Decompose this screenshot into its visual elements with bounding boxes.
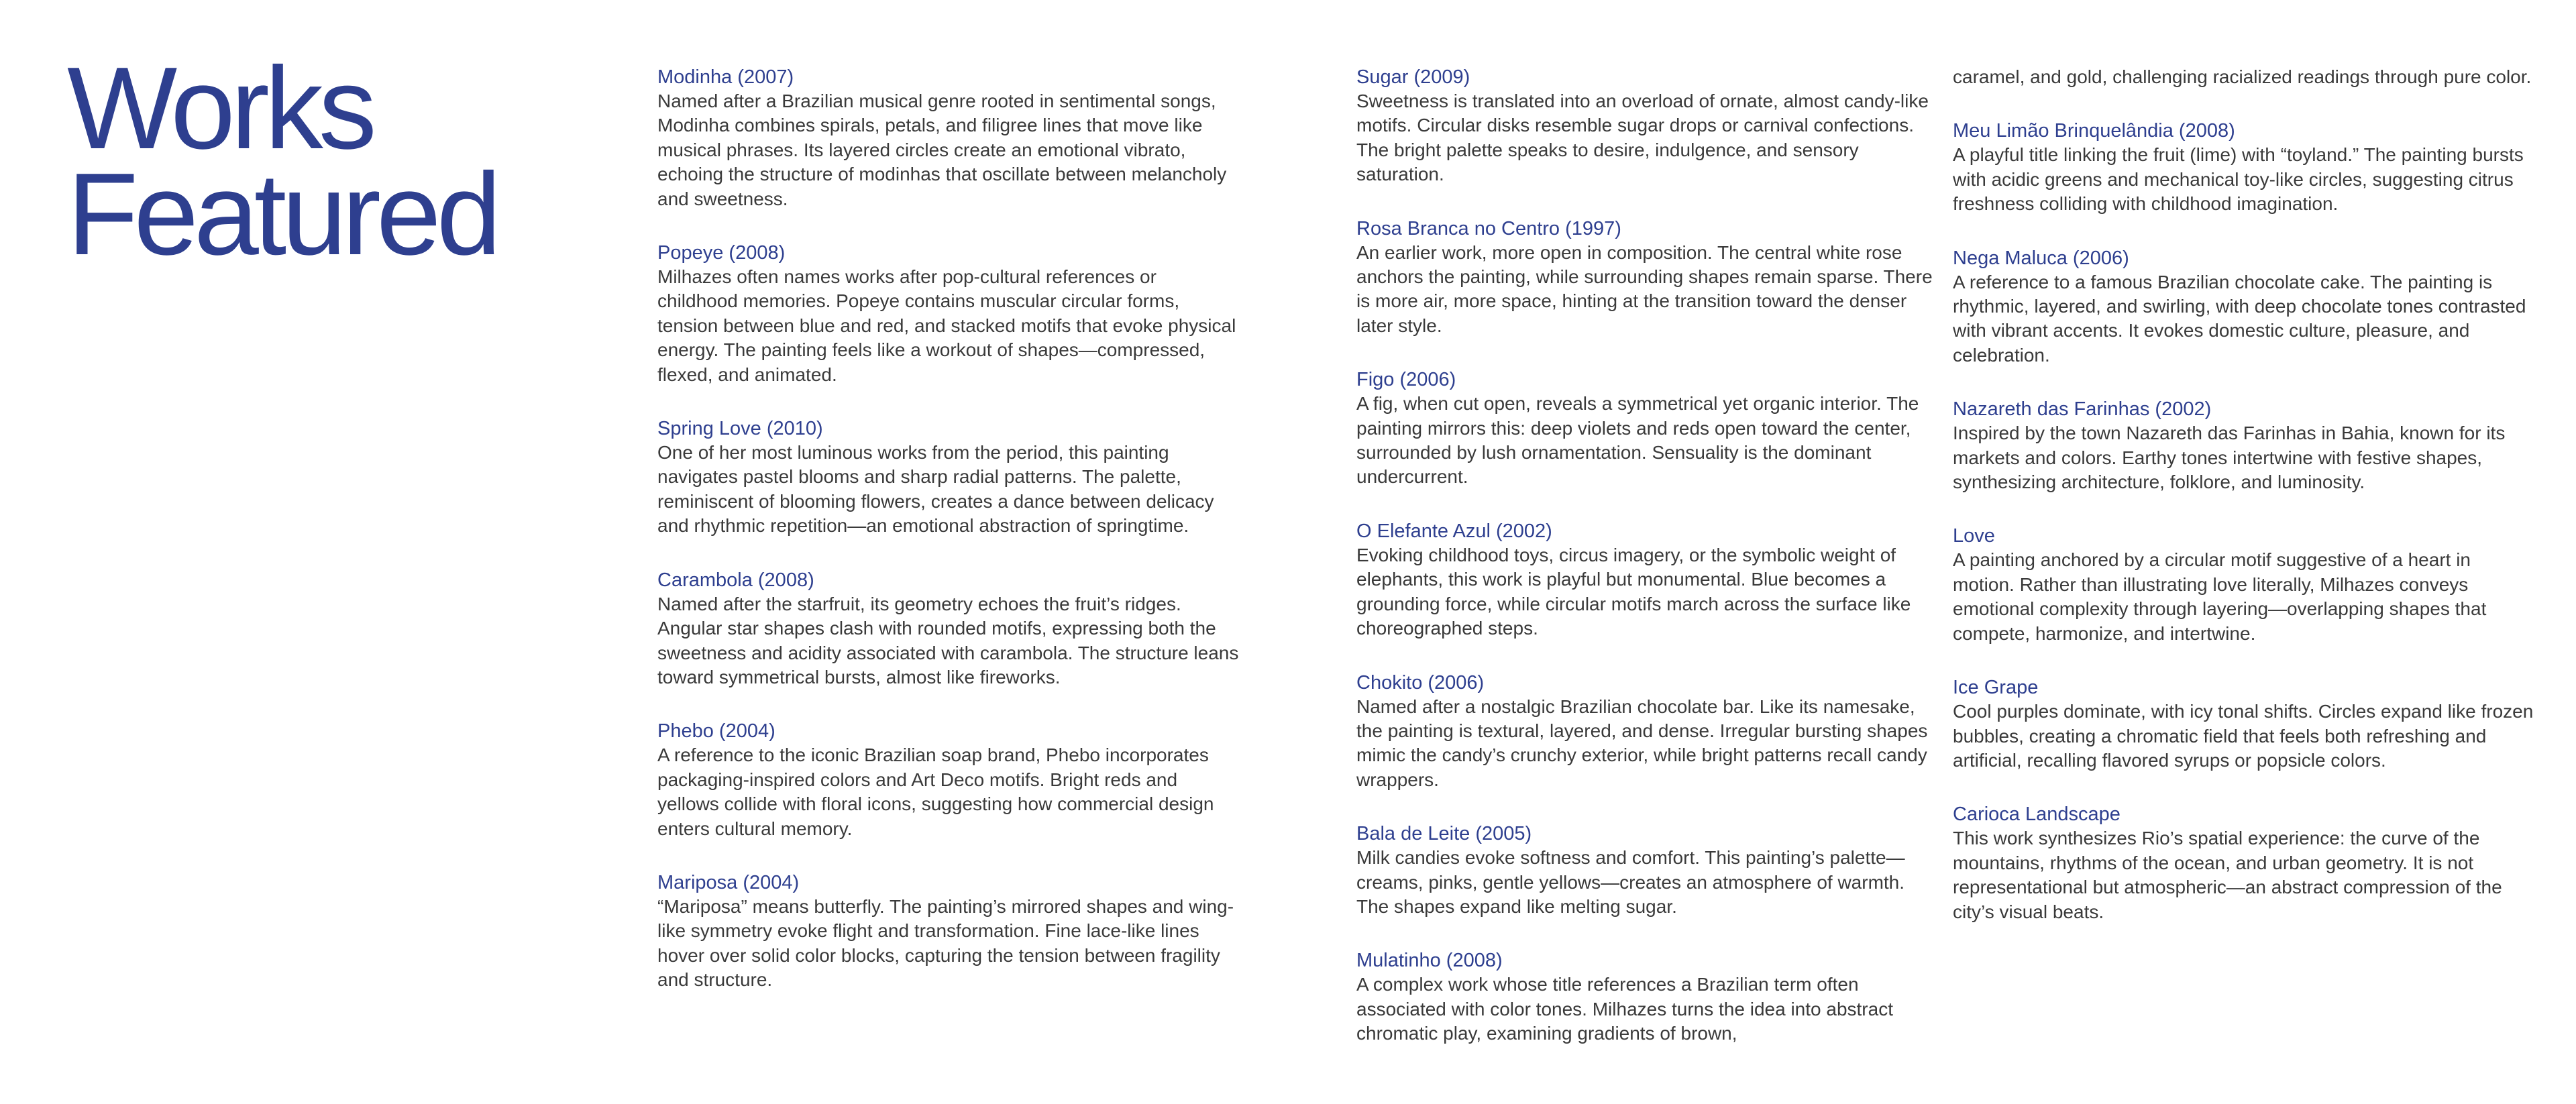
- work-entry: [1356, 948, 1935, 1046]
- work-description: Milk candies evoke softness and comfort. This painting’s palette—creams, pinks, gentle yellows—creates an atmosphere of warmth. The shapes expand like melting sugar.: [1356, 847, 1905, 917]
- work-title: Love: [1953, 525, 1995, 547]
- work-title: Rosa Branca no Centro (1997): [1356, 217, 1621, 239]
- work-description: An earlier work, more open in composition. The central white rose anchors the painting, while surrounding shapes remain sparse. There is more air, more space, hinting at the transition toward the denser later style.: [1356, 241, 1933, 336]
- work-entry: [1953, 524, 2536, 646]
- work-entry: [1953, 246, 2536, 368]
- works-column-2: [1356, 65, 1935, 1076]
- work-title: Modinha (2007): [657, 66, 794, 88]
- work-title: Ice Grape: [1953, 677, 2039, 699]
- work-entry: [1356, 671, 1935, 793]
- work-entry: [657, 65, 1241, 211]
- work-description: Named after a nostalgic Brazilian chocolate bar. Like its namesake, the painting is textural, layered, and dense. Irregular bursting shapes mimic the candy’s crunchy exterior, while bright patterns recall candy wrappers.: [1356, 696, 1928, 790]
- work-title: Figo (2006): [1356, 369, 1456, 391]
- work-description: A playful title linking the fruit (lime) with “toyland.” The painting bursts with acidic greens and mechanical toy-like circles, suggesting citrus freshness colliding with childhood imagination.: [1953, 144, 2524, 215]
- work-entry: [657, 241, 1241, 387]
- work-title: Phebo (2004): [657, 720, 775, 742]
- work-entry: [1356, 65, 1935, 187]
- work-title: Popeye (2008): [657, 242, 786, 264]
- work-description: A complex work whose title references a Brazilian term often associated with color tones. Milhazes turns the idea into abstract chromatic play, examining gradients of brown,: [1356, 974, 1893, 1044]
- work-title: Meu Limão Brinquelândia (2008): [1953, 120, 2235, 142]
- work-entry: [1953, 397, 2536, 494]
- work-title: Bala de Leite (2005): [1356, 823, 1532, 845]
- work-description: A painting anchored by a circular motif suggestive of a heart in motion. Rather than illustrating love literally, Milhazes conveys emotional complexity through layering—overlapping shapes that compete, harmonize, and intertwine.: [1953, 549, 2487, 644]
- work-description: Cool purples dominate, with icy tonal shifts. Circles expand like frozen bubbles, creating a chromatic field that feels both refreshing and artificial, recalling flavored syrups or popsicle colors.: [1953, 701, 2534, 771]
- works-column-1: [657, 65, 1241, 1022]
- work-description: Named after a Brazilian musical genre rooted in sentimental songs, Modinha combines spirals, petals, and filigree lines that move like musical phrases. Its layered circles create an emotional vibrato, echoing the structure of modinhas that oscillate between melancholy and sweetness.: [657, 91, 1227, 209]
- work-entry: [1953, 675, 2536, 773]
- work-title: Nega Maluca (2006): [1953, 247, 2129, 269]
- work-title: Mulatinho (2008): [1356, 950, 1503, 972]
- work-description: Sweetness is translated into an overload of ornate, almost candy-like motifs. Circular disks resemble sugar drops or carnival confections. The bright palette speaks to desire, indulgence, and sensory saturation.: [1356, 91, 1929, 185]
- work-description: A fig, when cut open, reveals a symmetrical yet organic interior. The painting mirrors this: deep violets and reds open toward the center, surrounded by lush ornamentation. Sensuality is the dominant undercurrent.: [1356, 393, 1919, 488]
- work-title: Carambola (2008): [657, 569, 814, 591]
- work-entry: [1356, 368, 1935, 490]
- work-title: Sugar (2009): [1356, 66, 1470, 88]
- work-title: Carioca Landscape: [1953, 804, 2121, 826]
- page-title-line-1: Works: [67, 42, 372, 173]
- work-title: Nazareth das Farinhas (2002): [1953, 398, 2212, 421]
- work-description: One of her most luminous works from the period, this painting navigates pastel blooms and sharp radial patterns. The palette, reminiscent of blooming flowers, creates a dance between delicacy and rhythmic repetition—an emotional abstraction of springtime.: [657, 442, 1214, 537]
- work-description: Named after the starfruit, its geometry echoes the fruit’s ridges. Angular star shapes clash with rounded motifs, expressing both the sweetness and acidity associated with carambola. The structure leans toward symmetrical bursts, almost like fireworks.: [657, 593, 1239, 687]
- work-description: Milhazes often names works after pop-cultural references or childhood memories. Popeye contains muscular circular forms, tension between blue and red, and stacked motifs that evoke physical energy. The painting feels like a workout of shapes—compressed, flexed, and animated.: [657, 266, 1236, 385]
- work-description: Evoking childhood toys, circus imagery, or the symbolic weight of elephants, this work is playful but monumental. Blue becomes a grounding force, while circular motifs march across the surface like choreographed steps.: [1356, 544, 1911, 639]
- work-title: Chokito (2006): [1356, 671, 1485, 694]
- work-entry: [1953, 802, 2536, 924]
- work-description: A reference to the iconic Brazilian soap brand, Phebo incorporates packaging-inspired colors and Art Deco motifs. Bright reds and yellows collide with floral icons, suggesting how commercial design enters cultural memory.: [657, 744, 1214, 839]
- work-entry: [657, 568, 1241, 690]
- work-description: A reference to a famous Brazilian chocolate cake. The painting is rhythmic, layered, and swirling, with deep chocolate tones contrasted with vibrant accents. It evokes domestic culture, pleasure, and celebration.: [1953, 271, 2526, 366]
- work-title: Mariposa (2004): [657, 871, 800, 893]
- works-column-3: [1953, 65, 2536, 954]
- work-entry: [1356, 519, 1935, 641]
- work-title: O Elefante Azul (2002): [1356, 520, 1552, 542]
- work-entry: [1953, 119, 2536, 216]
- work-description-continued: caramel, and gold, challenging racialized readings through pure color.: [1953, 66, 2532, 87]
- work-description: Inspired by the town Nazareth das Farinhas in Bahia, known for its markets and colors. Earthy tones intertwine with festive shapes, synthesizing architecture, folklore, and luminosity.: [1953, 423, 2506, 493]
- work-entry: [657, 417, 1241, 539]
- work-entry: [657, 871, 1241, 993]
- page-title-line-2: Featured: [67, 148, 497, 279]
- work-entry: [1356, 217, 1935, 339]
- work-title: Spring Love (2010): [657, 418, 823, 440]
- page-title: [67, 42, 497, 279]
- work-entry: [657, 719, 1241, 841]
- work-description: “Mariposa” means butterfly. The painting’s mirrored shapes and wing-like symmetry evoke flight and transformation. Fine lace-like lines hover over solid color blocks, capturing the tension between fragility and structure.: [657, 895, 1234, 991]
- work-entry: [1356, 822, 1935, 919]
- work-description: This work synthesizes Rio’s spatial experience: the curve of the mountains, rhythms of the ocean, and urban geometry. It is not representational but atmospheric—an abstract compression of the city’s visual beats.: [1953, 828, 2502, 922]
